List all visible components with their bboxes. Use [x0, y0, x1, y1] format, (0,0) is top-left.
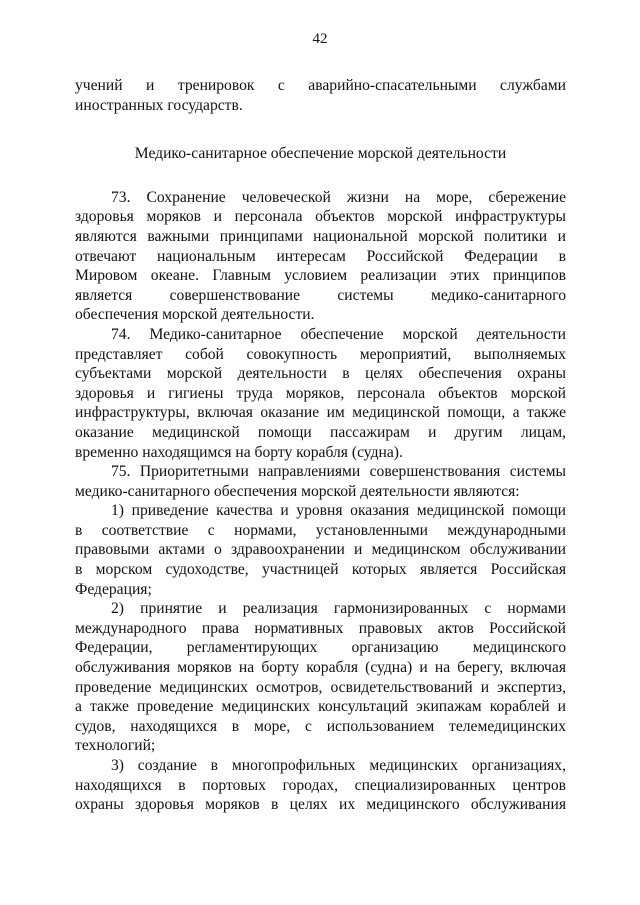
list-item-line: судов, находящихся в море, с использованием телемедицинских: [75, 717, 566, 735]
list-item-line: 2) принятие и реализация гармонизированных с нормами: [111, 600, 566, 618]
text-line: является совершенствование системы медико-санитарного: [75, 286, 566, 304]
text-line: являются важными принципами национальной морской политики и: [75, 227, 566, 245]
text-line: здоровья и гигиены труда моряков, персонала объектов морской: [75, 384, 566, 402]
text-line: 75. Приоритетными направлениями совершенствования системы: [111, 463, 566, 481]
text-line: субъектами морской деятельности в целях обеспечения охраны: [75, 365, 566, 383]
list-item-line: проведение медицинских осмотров, освидетельствований и экспертиз,: [75, 678, 566, 696]
list-item-line: технологий;: [75, 737, 156, 755]
text-line: временно находящимся на борту корабля (судна).: [75, 443, 403, 461]
document-body: [75, 76, 566, 815]
list-item-line: 1) приведение качества и уровня оказания медицинской помощи: [111, 502, 566, 520]
text-line: инфраструктуры, включая оказание им медицинской помощи, а также: [75, 404, 566, 422]
text-line: представляет собой совокупность мероприятий, выполняемых: [75, 345, 566, 363]
text-line: здоровья моряков и персонала объектов морской инфраструктуры: [75, 208, 566, 226]
text-line: Мировом океане. Главным условием реализации этих принципов: [75, 267, 566, 285]
list-item-line: международного права нормативных правовых актов Российской: [75, 619, 566, 637]
list-item-line: в соответствие с нормами, установленными международными: [75, 521, 566, 539]
list-item-line: а также проведение медицинских консультаций экипажам кораблей и: [75, 698, 566, 716]
text-line: оказание медицинской помощи пассажирам и другим лицам,: [75, 423, 566, 441]
list-item-line: правовыми актами о здравоохранении и медицинском обслуживании: [75, 541, 566, 559]
list-item-line: охраны здоровья моряков в целях их медицинского обслуживания: [75, 796, 566, 814]
text-line: учений и тренировок с аварийно-спасательными службами: [75, 77, 566, 94]
list-item-line: обслуживания моряков на борту корабля (судна) и на берегу, включая: [75, 659, 566, 677]
text-line: обеспечения морской деятельности.: [75, 306, 315, 324]
list-item-line: находящихся в портовых городах, специализированных центров: [75, 776, 566, 794]
list-item-line: Федерация;: [75, 580, 152, 598]
list-item-line: Федерации, регламентирующих организацию медицинского: [75, 639, 566, 657]
page-number: 42: [312, 31, 328, 47]
section-heading: Медико-санитарное обеспечение морской деятельности: [134, 145, 507, 163]
text-line: отвечают национальным интересам Российской Федерации в: [75, 247, 566, 265]
list-item-line: 3) создание в многопрофильных медицинских организациях,: [111, 757, 566, 774]
text-line: 73. Сохранение человеческой жизни на море, сбережение: [111, 188, 566, 206]
text-line: медико-санитарного обеспечения морской деятельности являются:: [75, 482, 520, 500]
text-line: 74. Медико-санитарное обеспечение морской деятельности: [111, 325, 566, 343]
text-line: иностранных государств.: [75, 96, 243, 114]
list-item-line: в морском судоходстве, участницей которых является Российская: [75, 561, 566, 579]
